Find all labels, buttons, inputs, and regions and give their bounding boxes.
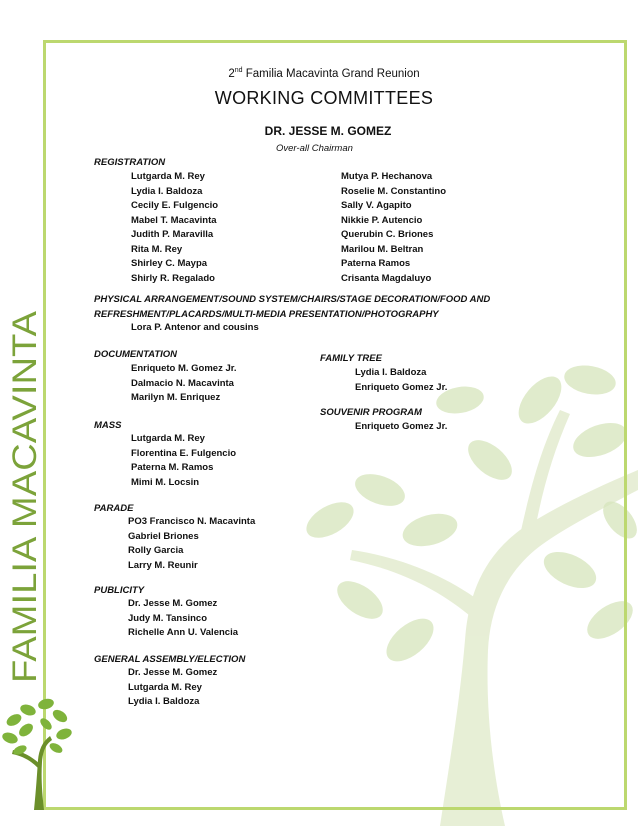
physical-list	[131, 321, 259, 336]
chairman-name: DR. JESSE M. GOMEZ	[264, 124, 392, 138]
list-item: Lydia I. Baldoza	[128, 696, 200, 707]
list-item: Roselie M. Constantino	[341, 185, 447, 197]
publicity-list	[128, 597, 238, 641]
list-item: Rita M. Rey	[131, 243, 183, 255]
list-item: Enriqueto Gomez Jr.	[355, 381, 448, 393]
registration-heading: REGISTRATION	[94, 157, 166, 168]
registration-list-left	[131, 170, 218, 286]
page-title: WORKING COMMITTEES	[214, 88, 434, 108]
list-item: Dalmacio N. Macavinta	[131, 377, 234, 389]
list-item: Paterna Ramos	[341, 258, 411, 269]
list-item: Dr. Jesse M. Gomez	[128, 667, 218, 678]
list-item: Mabel T. Macavinta	[131, 214, 217, 226]
list-item: Lydia I. Baldoza	[355, 367, 427, 378]
physical-heading-line2: REFRESHMENT/PLACARDS/MULTI-MEDIA PRESENTATION/PHOTOGRAPHY	[94, 309, 439, 320]
list-item: Lutgarda M. Rey	[131, 171, 205, 182]
souvenir-heading: SOUVENIR PROGRAM	[320, 407, 422, 418]
list-item: Lutgarda M. Rey	[131, 433, 205, 444]
mass-heading: MASS	[94, 420, 122, 431]
list-item: Rolly Garcia	[128, 545, 184, 556]
svg-text:FAMILIA MACAVINTA: FAMILIA MACAVINTA	[6, 351, 44, 683]
list-item: Nikkie P. Autencio	[341, 214, 423, 226]
list-item: Enriqueto M. Gomez Jr.	[131, 363, 237, 374]
list-item: Paterna M. Ramos	[131, 462, 214, 473]
list-item: Lora P. Antenor and cousins	[131, 322, 259, 333]
mass-list	[131, 432, 236, 490]
chairman-role: Over-all Chairman	[276, 143, 353, 154]
list-item: Lutgarda M. Rey	[128, 681, 202, 693]
registration-list-right	[341, 170, 446, 286]
list-item: Enriqueto Gomez Jr.	[355, 421, 448, 432]
list-item: Mutya P. Hechanova	[341, 171, 433, 182]
list-item: Judy M. Tansinco	[128, 612, 208, 624]
list-item: Lydia I. Baldoza	[131, 185, 203, 197]
list-item: Marilou M. Beltran	[341, 243, 424, 255]
assembly-list	[128, 666, 217, 710]
publicity-heading: PUBLICITY	[94, 585, 145, 596]
list-item: Judith P. Maravilla	[131, 229, 214, 240]
parade-list	[128, 515, 255, 573]
documentation-list	[131, 362, 237, 406]
list-item: PO3 Francisco N. Macavinta	[128, 516, 256, 527]
family-tree-heading: FAMILY TREE	[320, 353, 382, 364]
parade-heading: PARADE	[94, 503, 134, 514]
family-tree-list	[355, 366, 447, 395]
list-item: Richelle Ann U. Valencia	[128, 627, 238, 638]
list-item: Florentina E. Fulgencio	[131, 447, 237, 459]
list-item: Sally V. Agapito	[341, 200, 412, 211]
physical-heading-line1: PHYSICAL ARRANGEMENT/SOUND SYSTEM/CHAIRS/STAGE DECORATION/FOOD AND	[94, 294, 491, 305]
list-item: Dr. Jesse M. Gomez	[128, 598, 218, 609]
list-item: Querubin C. Briones	[341, 229, 434, 240]
list-item: Mimi M. Locsin	[131, 476, 200, 488]
list-item: Shirly R. Regalado	[131, 272, 215, 284]
documentation-heading: DOCUMENTATION	[94, 349, 178, 360]
list-item: Marilyn M. Enriquez	[131, 392, 221, 403]
souvenir-list	[355, 420, 447, 435]
list-item: Larry M. Reunir	[128, 559, 198, 571]
list-item: Gabriel Briones	[128, 530, 199, 542]
assembly-heading: GENERAL ASSEMBLY/ELECTION	[94, 654, 246, 665]
list-item: Crisanta Magdaluyo	[341, 272, 432, 284]
reunion-subtitle: 2nd Familia Macavinta Grand Reunion	[228, 67, 420, 80]
list-item: Cecily E. Fulgencio	[131, 200, 219, 211]
list-item: Shirley C. Maypa	[131, 258, 208, 269]
